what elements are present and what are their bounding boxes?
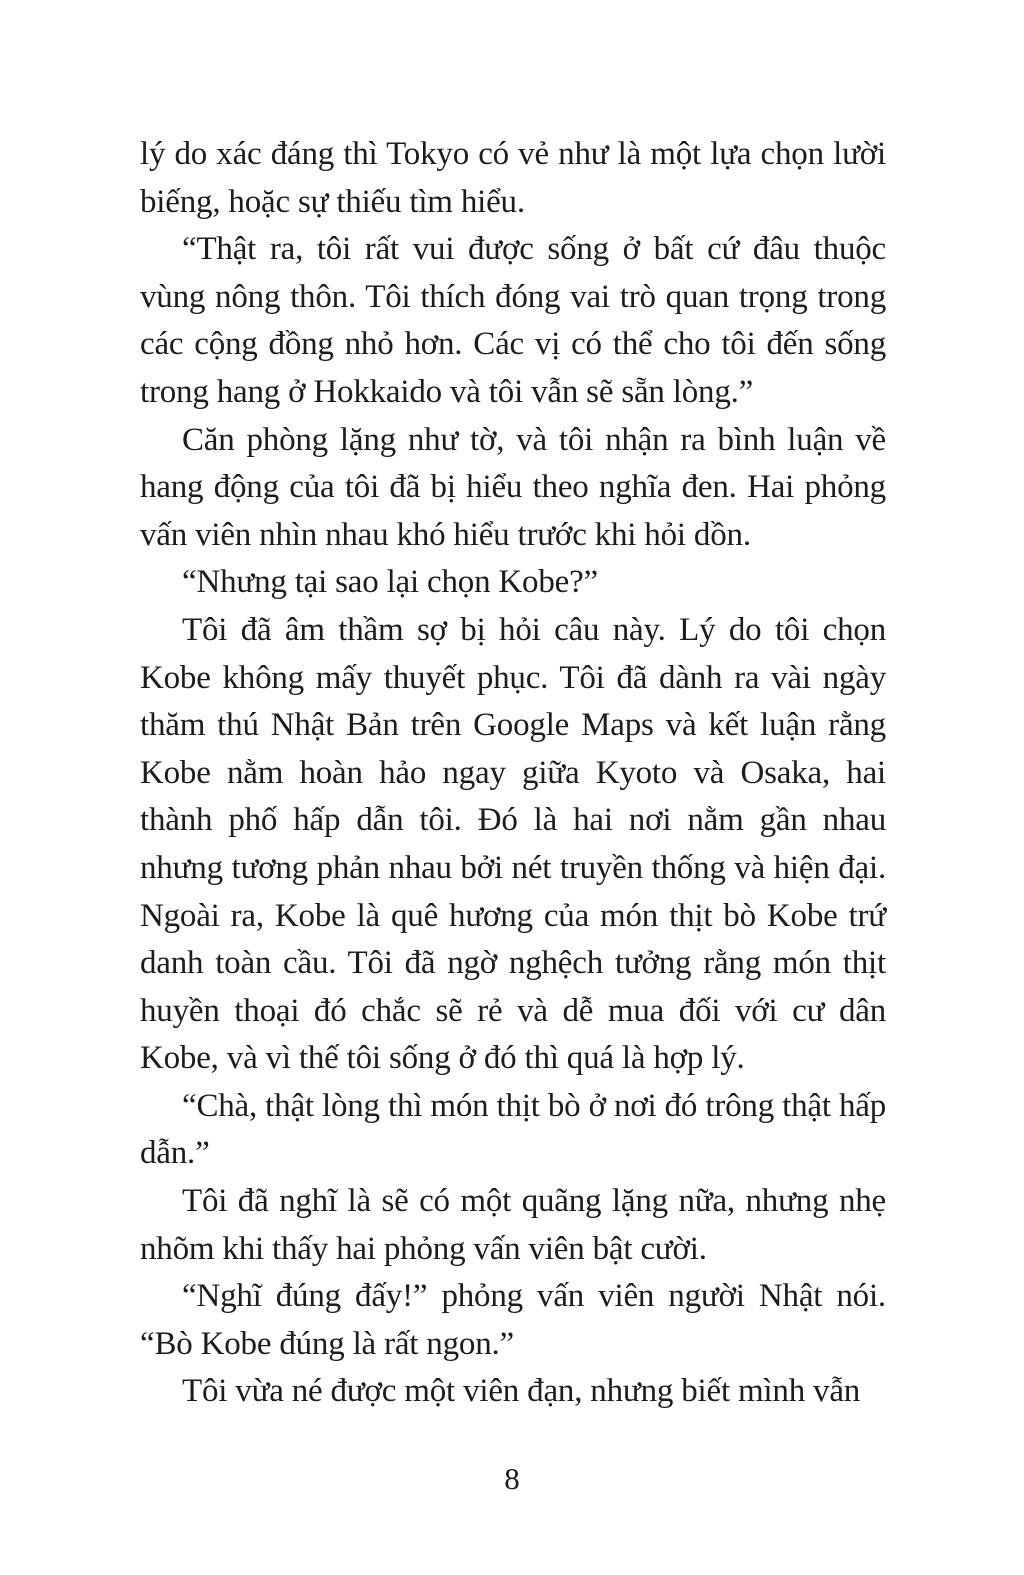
paragraph: “Nhưng tại sao lại chọn Kobe?” — [182, 564, 598, 601]
page-number: 8 — [504, 1461, 520, 1496]
paragraph: “Nghĩ đúng đấy!” phỏng vấn viên người Nhật nói. “Bò Kobe đúng là rất ngon.” — [140, 1278, 886, 1362]
paragraph: “Thật ra, tôi rất vui được sống ở bất cứ đâu thuộc vùng nông thôn. Tôi thích đóng vai trò quan trọng trong các cộng đồng nhỏ hơn. Các vị có thể cho tôi đến sống trong hang ở Hokkaido và tôi vẫn sẽ sẵn lòng.” — [140, 231, 886, 410]
paragraph: Tôi đã âm thầm sợ bị hỏi câu này. Lý do tôi chọn Kobe không mấy thuyết phục. Tôi đã dành ra vài ngày thăm thú Nhật Bản trên Google Maps và kết luận rằng Kobe nằm hoàn hảo ngay giữa Kyoto và Osaka, hai thành phố hấp dẫn tôi. Đó là hai nơi nằm gần nhau nhưng tương phản nhau bởi nét truyền thống và hiện đại. Ngoài ra, Kobe là quê hương của món thịt bò Kobe trứ danh toàn cầu. Tôi đã ngờ nghệch tưởng rằng món thịt huyền thoại đó chắc sẽ rẻ và dễ mua đối với cư dân Kobe, và vì thế tôi sống ở đó thì quá là hợp lý. — [140, 611, 886, 1077]
paragraph: “Chà, thật lòng thì món thịt bò ở nơi đó trông thật hấp dẫn.” — [140, 1087, 886, 1172]
page-text — [140, 131, 886, 1416]
paragraph: Tôi vừa né được một viên đạn, nhưng biết mình vẫn — [182, 1373, 861, 1410]
paragraph: Tôi đã nghĩ là sẽ có một quãng lặng nữa, nhưng nhẹ nhõm khi thấy hai phỏng vấn viên bật cười. — [140, 1183, 886, 1267]
paragraph: Căn phòng lặng như tờ, và tôi nhận ra bình luận về hang động của tôi đã bị hiểu theo nghĩa đen. Hai phỏng vấn viên nhìn nhau khó hiểu trước khi hỏi dồn. — [140, 421, 886, 553]
paragraph: lý do xác đáng thì Tokyo có vẻ như là một lựa chọn lười biếng, hoặc sự thiếu tìm hiểu. — [140, 136, 886, 220]
